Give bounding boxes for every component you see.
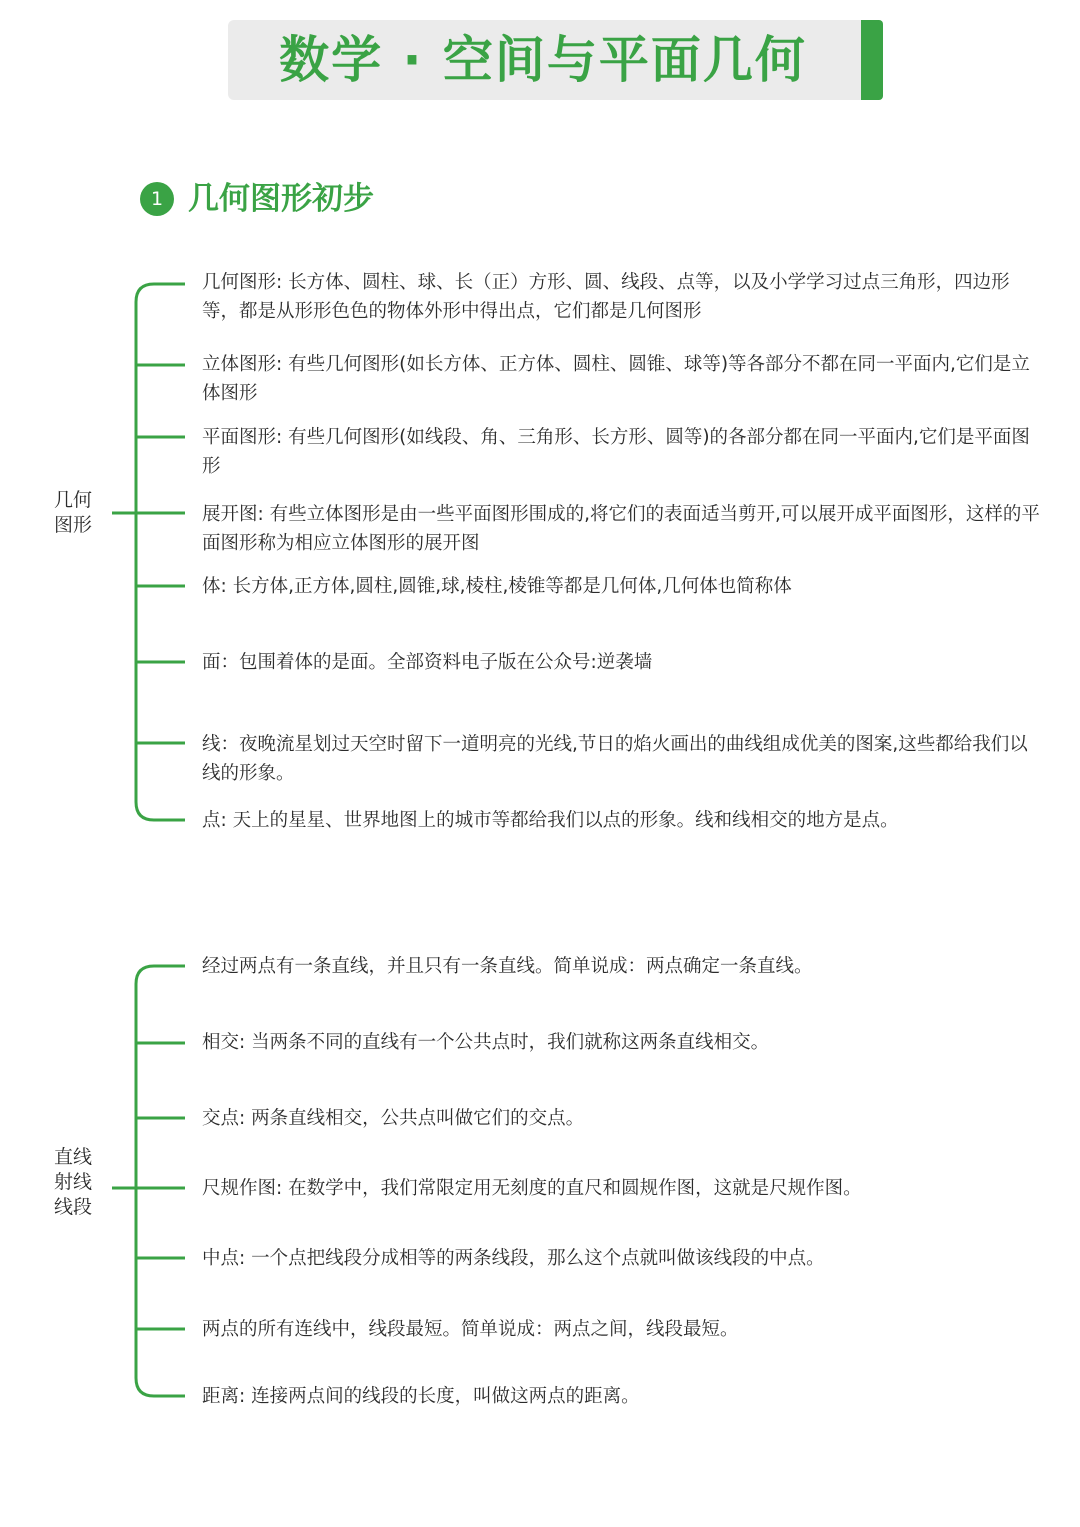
page-title: 数学 · 空间与平面几何 [279, 31, 807, 89]
section-number-badge: 1 [140, 182, 174, 216]
item-line: 线：夜晚流星划过天空时留下一道明亮的光线,节日的焰火画出的曲线组成优美的图案,这些都给我们以线的形象。 [202, 734, 1028, 784]
item-point: 点: 天上的星星、世界地图上的城市等都给我们以点的形象。线和线相交的地方是点。 [202, 810, 899, 831]
item-ruler-compass: 尺规作图: 在数学中，我们常限定用无刻度的直尺和圆规作图，这就是尺规作图。 [202, 1178, 862, 1199]
item-distance: 距离: 连接两点间的线段的长度，叫做这两点的距离。 [202, 1386, 640, 1407]
item-shortest-segment: 两点的所有连线中，线段最短。简单说成：两点之间，线段最短。 [202, 1319, 739, 1340]
title-accent-bar [861, 20, 883, 100]
item-net: 展开图: 有些立体图形是由一些平面图形围成的,将它们的表面适当剪开,可以展开成平面图形，这样的平面图形称为相应立体图形的展开图 [202, 504, 1040, 554]
section-title: 几何图形初步 [188, 181, 374, 217]
item-surface: 面：包围着体的是面。全部资料电子版在公众号:逆袭墙 [202, 652, 653, 673]
item-intersection-point: 交点: 两条直线相交，公共点叫做它们的交点。 [202, 1108, 585, 1129]
group-label-lines-rays-segments: 直线 射线 线段 [54, 1146, 93, 1218]
item-intersect: 相交: 当两条不同的直线有一个公共点时，我们就称这两条直线相交。 [202, 1032, 770, 1053]
item-midpoint: 中点: 一个点把线段分成相等的两条线段，那么这个点就叫做该线段的中点。 [202, 1248, 825, 1269]
group-label-geometric-figures: 几何 图形 [54, 489, 93, 536]
title-banner [228, 20, 883, 100]
item-plane-figure: 平面图形: 有些几何图形(如线段、角、三角形、长方形、圆等)的各部分都在同一平面内,它们是平面图形 [202, 427, 1030, 477]
item-solid: 体: 长方体,正方体,圆柱,圆锥,球,棱柱,棱锥等都是几何体,几何体也简称体 [202, 576, 792, 597]
item-solid-figure: 立体图形: 有些几何图形(如长方体、正方体、圆柱、圆锥、球等)等各部分不都在同一平面内,它们是立体图形 [202, 354, 1030, 404]
item-geometric-figure: 几何图形: 长方体、圆柱、球、长（正）方形、圆、线段、点等，以及小学学习过点三角形，四边形等，都是从形形色色的物体外形中得出点，它们都是几何图形 [202, 272, 1010, 322]
item-two-points-line: 经过两点有一条直线，并且只有一条直线。简单说成：两点确定一条直线。 [202, 956, 813, 977]
